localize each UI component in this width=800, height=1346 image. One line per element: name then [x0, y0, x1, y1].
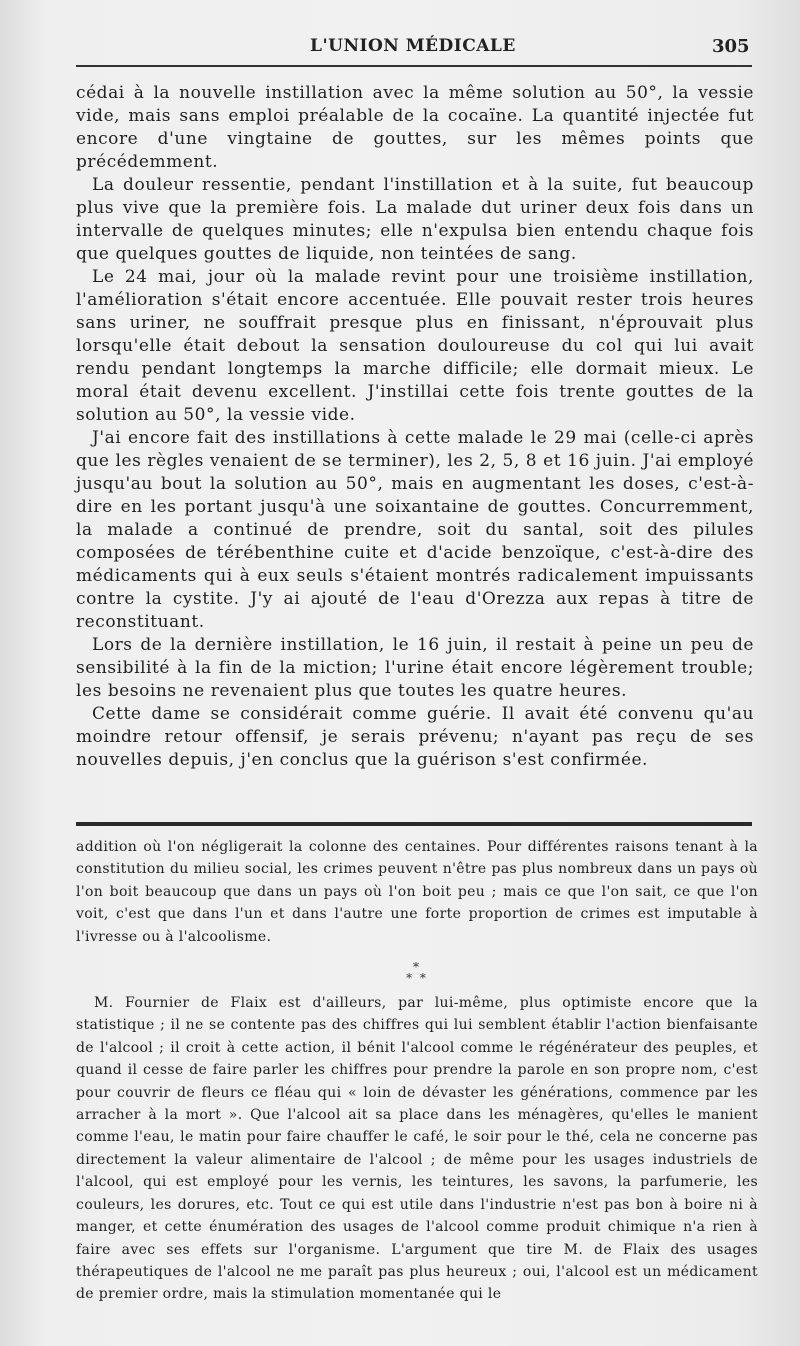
section-separator — [76, 822, 752, 826]
asterism-bottom: * * — [406, 971, 428, 986]
footnote-paragraph: M. Fournier de Flaix est d'ailleurs, par lui-même, plus optimiste encore que la statistique ; il ne se contente pas des chiffres qui lui semblent établir l'action bienfaisante de l'alcool ; il croit à cette action, il bénit l'alcool comme le régénérateur des peuples, et quand il cesse de faire parler les chiffres pour prendre la parole en son propre nom, c'est pour couvrir de fleurs ce fléau qui « loin de dévaster les générations, commence par les arracher à la mort ». Que l'alcool ait sa place dans les ménagères, qu'elles le manient comme l'eau, le matin pour faire chauffer le café, le soir pour le thé, cela ne concerne pas directement la valeur alimentaire de l'alcool ; de même pour les usages industriels de l'alcool, qui est employé pour les vernis, les teintures, les savons, la parfumerie, les couleurs, les dorures, etc. Tout ce qui est utile dans l'industrie n'est pas bon à boire ni à manger, et cette énumération des usages de l'alcool comme produit chimique n'a rien à faire avec ses effets sur l'organisme. L'argument que tire M. de Flaix des usages thérapeutiques de l'alcool ne me paraît pas plus heureux ; oui, l'alcool est un médicament de premier ordre, mais la stimulation momentanée qui le — [76, 995, 758, 1303]
paragraph: La douleur ressentie, pendant l'instillation et à la suite, fut beaucoup plus vive que la première fois. La malade dut uriner deux fois dans un intervalle de quelques minutes; elle n'expulsa bien entendu chaque fois que quelques gouttes de liquide, non teintées de sang. — [76, 175, 754, 264]
paragraph: cédai à la nouvelle instillation avec la même solution au 50°, la vessie vide, mais sans emploi préalable de la cocaïne. La quantité injectée fut encore d'une vingtaine de gouttes, sur les mêmes points que précédemment. — [76, 83, 754, 172]
main-text — [76, 82, 754, 772]
paragraph: J'ai encore fait des instillations à cette malade le 29 mai (celle-ci après que les règles venaient de se terminer), les 2, 5, 8 et 16 juin. J'ai employé jusqu'au bout la solution au 50°, mais en augmentant les doses, c'est-à-dire en les portant jusqu'à une soixantaine de gouttes. Concurremment, la malade a continué de prendre, soit du santal, soit des pilules composées de térébenthine cuite et d'acide benzoïque, c'est-à-dire des médicaments qui à eux seuls s'étaient montrés radicalement impuissants contre la cystite. J'y ai ajouté de l'eau d'Orezza aux repas à titre de reconstituant. — [76, 428, 754, 632]
running-title: L'UNION MÉDICALE — [310, 36, 516, 56]
footnote — [76, 836, 758, 1306]
paragraph: Cette dame se considérait comme guérie. Il avait été convenu qu'au moindre retour offensif, je serais prévenu; n'ayant pas reçu de ses nouvelles depuis, j'en conclus que la guérison s'est confirmée. — [76, 704, 754, 770]
asterism-top: * — [413, 960, 421, 975]
footnote-continuation: addition où l'on négligerait la colonne des centaines. Pour différentes raisons tenant à la constitution du milieu social, les crimes peuvent n'être pas plus nombreux dans un pays où l'on boit beaucoup que dans un pays où l'on boit peu ; mais ce que l'on sait, ce que l'on voit, c'est que dans l'un et dans l'autre une forte proportion de crimes est imputable à l'ivresse ou à l'alcoolisme. — [76, 839, 758, 945]
paragraph: Lors de la dernière instillation, le 16 juin, il restait à peine un peu de sensibilité à la fin de la miction; l'urine était encore légèrement trouble; les besoins ne revenaient plus que toutes les quatre heures. — [76, 635, 754, 701]
page-number: 305 — [712, 36, 750, 57]
paragraph: Le 24 mai, jour où la malade revint pour une troisième instillation, l'amélioration s'était encore accentuée. Elle pouvait rester trois heures sans uriner, ne souffrait presque plus en finissant, n'éprouvait plus lorsqu'elle était debout la sensation douloureuse du col qui lui avait rendu pendant longtemps la marche difficile; elle dormait mieux. Le moral était devenu excellent. J'instillai cette fois trente gouttes de la solution au 50°, la vessie vide. — [76, 267, 754, 425]
page-header — [0, 30, 800, 60]
header-rule — [76, 65, 752, 67]
asterism — [76, 948, 758, 992]
